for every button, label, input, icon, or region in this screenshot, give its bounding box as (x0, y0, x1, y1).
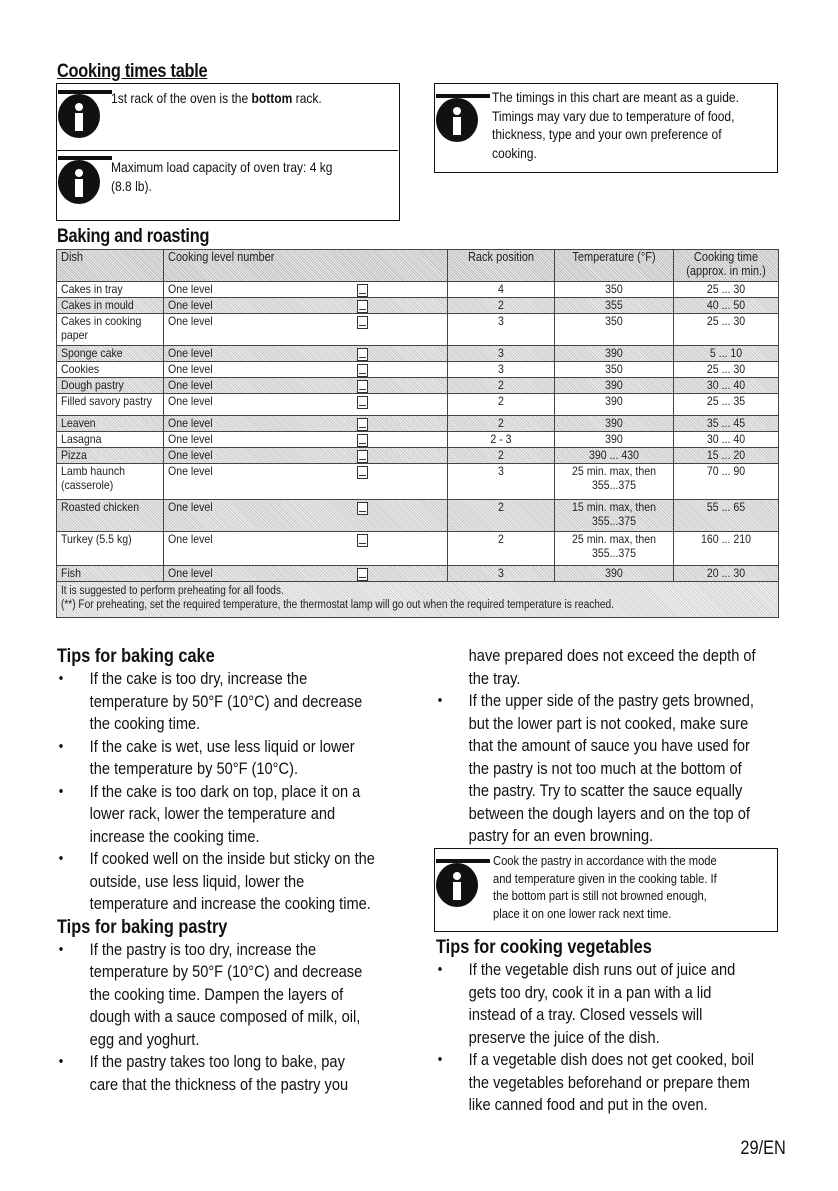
cell-time: 25 ... 30 (674, 314, 779, 346)
cell-rack: 2 (448, 500, 555, 532)
vegetables-section (436, 936, 797, 1117)
list-item: • If cooked well on the inside but sticky on the outside, use less liquid, lower the temperature and increase the cooking time. (57, 848, 418, 916)
cell-level: One level (164, 282, 448, 298)
cell-temperature: 390 (555, 378, 674, 394)
cell-time: 70 ... 90 (674, 464, 779, 500)
cell-level: One level (164, 532, 448, 566)
oven-rack-icon (357, 502, 368, 515)
cell-rack: 2 (448, 532, 555, 566)
cell-dish: Roasted chicken (57, 500, 164, 532)
table-footnote-row (57, 582, 779, 618)
cell-rack: 3 (448, 362, 555, 378)
oven-rack-icon (357, 466, 368, 479)
cell-dish: Fish (57, 566, 164, 582)
cell-rack: 3 (448, 314, 555, 346)
cell-rack: 4 (448, 282, 555, 298)
cell-rack: 2 (448, 394, 555, 416)
cell-level: One level (164, 314, 448, 346)
cell-temperature: 390 ... 430 (555, 448, 674, 464)
guide-note-box (434, 83, 778, 173)
cell-time: 15 ... 20 (674, 448, 779, 464)
cell-time: 55 ... 65 (674, 500, 779, 532)
oven-rack-icon (357, 396, 368, 409)
info-icon (58, 160, 100, 204)
cell-rack: 3 (448, 566, 555, 582)
info-icon (436, 98, 478, 142)
cell-dish: Dough pastry (57, 378, 164, 394)
oven-rack-icon (357, 434, 368, 447)
cell-level: One level (164, 500, 448, 532)
table-row (57, 448, 779, 464)
load-note: Maximum load capacity of oven tray: 4 kg (8.8 lb). (111, 159, 333, 194)
list-item: • If the cake is too dark on top, place it on a lower rack, lower the temperature and increase the cooking time. (57, 781, 418, 849)
header-temp: Temperature (°F) (555, 250, 674, 282)
cell-temperature: 390 (555, 566, 674, 582)
list-item: • If the pastry is too dry, increase the temperature by 50°F (10°C) and decrease the cooking time. Dampen the layers of dough with a sauce composed of milk, oil, egg and yoghurt. (57, 939, 418, 1052)
cell-time: 5 ... 10 (674, 346, 779, 362)
right-column (436, 645, 797, 848)
oven-rack-icon (357, 568, 368, 581)
cell-dish: Filled savory pastry (57, 394, 164, 416)
cell-temperature: 390 (555, 416, 674, 432)
cell-temperature: 25 min. max, then 355...375 (555, 532, 674, 566)
table-row (57, 378, 779, 394)
table-row (57, 282, 779, 298)
cell-dish: Turkey (5.5 kg) (57, 532, 164, 566)
cell-dish: Lamb haunch (casserole) (57, 464, 164, 500)
oven-rack-icon (357, 380, 368, 393)
table-row (57, 394, 779, 416)
rack-note: 1st rack of the oven is the bottom rack. (111, 90, 322, 106)
table-row (57, 298, 779, 314)
section-heading-baking: Baking and roasting (57, 226, 210, 247)
pastry-tip-continued: have prepared does not exceed the depth of the tray. (468, 646, 756, 688)
cell-rack: 2 (448, 416, 555, 432)
table-row (57, 346, 779, 362)
cell-level: One level (164, 346, 448, 362)
pastry-note-box (434, 848, 778, 932)
cell-temperature: 355 (555, 298, 674, 314)
info-icon (436, 863, 478, 907)
cell-dish: Cakes in cooking paper (57, 314, 164, 346)
cell-temperature: 350 (555, 282, 674, 298)
cell-rack: 3 (448, 464, 555, 500)
cell-time: 20 ... 30 (674, 566, 779, 582)
cell-time: 30 ... 40 (674, 432, 779, 448)
section-heading-cake: Tips for baking cake (57, 646, 215, 667)
guide-note: The timings in this chart are meant as a guide. Timings may vary due to temperature of food, thickness, type and your own preference of cooking. (492, 89, 739, 161)
cell-level: One level (164, 432, 448, 448)
cell-time: 25 ... 30 (674, 362, 779, 378)
cell-time: 160 ... 210 (674, 532, 779, 566)
cell-temperature: 390 (555, 394, 674, 416)
oven-rack-icon (357, 316, 368, 329)
cell-level: One level (164, 464, 448, 500)
cell-level: One level (164, 416, 448, 432)
table-row (57, 362, 779, 378)
oven-rack-icon (357, 300, 368, 313)
table-header-row (57, 250, 779, 282)
cell-dish: Pizza (57, 448, 164, 464)
list-item: • If the pastry takes too long to bake, pay care that the thickness of the pastry you (57, 1051, 418, 1096)
cell-temperature: 390 (555, 346, 674, 362)
oven-rack-icon (357, 348, 368, 361)
section-heading-vegetables: Tips for cooking vegetables (436, 937, 652, 958)
page-title: Cooking times table (57, 61, 208, 82)
cell-level: One level (164, 362, 448, 378)
cell-level: One level (164, 378, 448, 394)
table-row (57, 416, 779, 432)
cell-dish: Cakes in tray (57, 282, 164, 298)
cell-rack: 2 (448, 448, 555, 464)
oven-notes-box (56, 83, 400, 221)
list-item: • If the cake is too dry, increase the temperature by 50°F (10°C) and decrease the cooking time. (57, 668, 418, 736)
footnote: (**) For preheating, set the required temperature, the thermostat lamp will go out when the required temperature is reached. (61, 599, 614, 611)
oven-rack-icon (357, 284, 368, 297)
note-divider (57, 150, 398, 151)
list-item: • If a vegetable dish does not get cooked, boil the vegetables beforehand or prepare them like canned food and put in the oven. (436, 1049, 797, 1117)
cell-time: 30 ... 40 (674, 378, 779, 394)
cell-temperature: 15 min. max, then 355...375 (555, 500, 674, 532)
cell-level: One level (164, 394, 448, 416)
section-heading-pastry: Tips for baking pastry (57, 916, 228, 938)
header-time: Cooking time (approx. in min.) (674, 250, 779, 282)
cooking-table (56, 249, 779, 618)
cell-dish: Leaven (57, 416, 164, 432)
cell-dish: Sponge cake (57, 346, 164, 362)
cell-temperature: 25 min. max, then 355...375 (555, 464, 674, 500)
vegetable-tips-list (436, 959, 797, 1117)
table-row (57, 566, 779, 582)
header-level: Cooking level number (164, 250, 448, 282)
pastry-note: Cook the pastry in accordance with the mode and temperature given in the cooking table. If the bottom part is still not browned enough, place it on one lower rack next time. (493, 853, 717, 921)
cell-time: 25 ... 35 (674, 394, 779, 416)
cell-dish: Cookies (57, 362, 164, 378)
table-row (57, 500, 779, 532)
cell-time: 40 ... 50 (674, 298, 779, 314)
table-row (57, 432, 779, 448)
table-row (57, 314, 779, 346)
pastry-tips-list-continued (436, 690, 797, 848)
cell-dish: Lasagna (57, 432, 164, 448)
cell-rack: 3 (448, 346, 555, 362)
list-item: • If the cake is wet, use less liquid or lower the temperature by 50°F (10°C). (57, 736, 418, 781)
oven-rack-icon (357, 418, 368, 431)
table-row (57, 464, 779, 500)
cell-rack: 2 (448, 378, 555, 394)
list-item: • If the upper side of the pastry gets browned, but the lower part is not cooked, make sure that the amount of sauce you have used for the pastry is not too much at the bottom of the pastry. Try to scatter the sauce equally between the dough layers and on the top of pastry for an even browning. (436, 690, 797, 848)
cell-time: 25 ... 30 (674, 282, 779, 298)
cell-temperature: 350 (555, 362, 674, 378)
info-icon (58, 94, 100, 138)
cell-temperature: 390 (555, 432, 674, 448)
oven-rack-icon (357, 534, 368, 547)
oven-rack-icon (357, 450, 368, 463)
cell-level: One level (164, 566, 448, 582)
left-column (57, 645, 418, 1096)
cell-time: 35 ... 45 (674, 416, 779, 432)
cell-level: One level (164, 448, 448, 464)
table-row (57, 532, 779, 566)
page-number: 29/EN (740, 1138, 786, 1159)
cell-temperature: 350 (555, 314, 674, 346)
pastry-tips-list (57, 939, 418, 1097)
cell-dish: Cakes in mould (57, 298, 164, 314)
list-item: • If the vegetable dish runs out of juice and gets too dry, cook it in a pan with a lid instead of a tray. Closed vessels will preserve the juice of the dish. (436, 959, 797, 1049)
header-dish: Dish (57, 250, 164, 282)
footnote: It is suggested to perform preheating for all foods. (61, 585, 284, 597)
cell-level: One level (164, 298, 448, 314)
cell-rack: 2 - 3 (448, 432, 555, 448)
cell-rack: 2 (448, 298, 555, 314)
cake-tips-list (57, 668, 418, 916)
oven-rack-icon (357, 364, 368, 377)
header-rack: Rack position (448, 250, 555, 282)
